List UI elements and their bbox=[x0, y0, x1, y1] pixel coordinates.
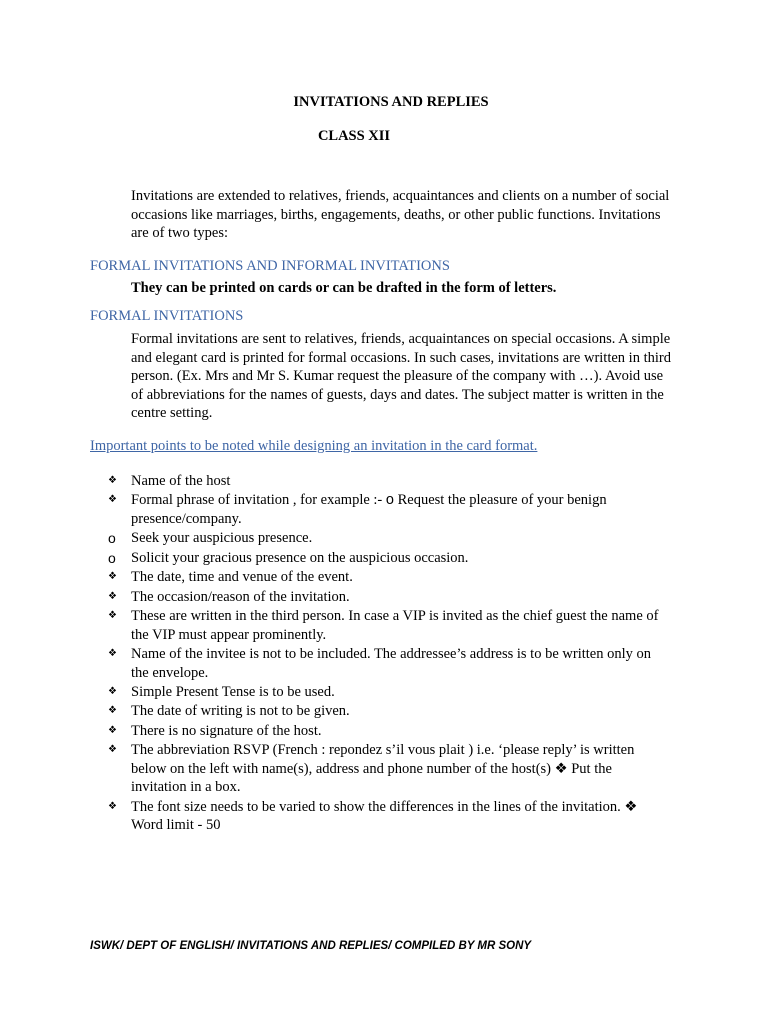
intro-paragraph: Invitations are extended to relatives, friends, acquaintances and clients on a number of social occasions like marriages, births, engagements, deaths, or other public functions. Invitations are of two types: bbox=[131, 188, 670, 241]
list-item bbox=[0, 568, 671, 587]
bullet-diamond-icon: ❖ bbox=[108, 571, 117, 583]
list-item-text: The date, time and venue of the event. bbox=[131, 569, 353, 586]
bullet-diamond-icon: ❖ bbox=[108, 590, 117, 602]
list-item-text: The font size needs to be varied to show the differences in the lines of the invitation. ❖ Word limit - 50 bbox=[131, 798, 638, 834]
bullet-circle-icon: o bbox=[108, 549, 116, 566]
list-item-text: The abbreviation RSVP (French : repondez s’il vous plait ) i.e. ‘please reply’ is written below on the left with name(s), address and phone number of the host(s) ❖ Put the invitation in a box. bbox=[131, 742, 635, 796]
list-item bbox=[0, 472, 671, 491]
list-item-text: Solicit your gracious presence on the auspicious occasion. bbox=[131, 549, 469, 566]
bullet-diamond-icon: ❖ bbox=[108, 494, 117, 506]
list-item-text: Name of the host bbox=[131, 473, 231, 489]
list-item bbox=[0, 741, 671, 797]
document-subtitle: CLASS XII bbox=[317, 128, 391, 144]
list-item bbox=[0, 607, 671, 644]
bullet-diamond-icon: ❖ bbox=[108, 800, 117, 812]
list-item-text: Formal phrase of invitation , for example :- bbox=[131, 492, 386, 509]
bullet-diamond-icon: ❖ bbox=[108, 705, 117, 717]
types-note: They can be printed on cards or can be drafted in the form of letters. bbox=[131, 280, 557, 296]
list-item bbox=[0, 529, 671, 548]
list-item-text: Seek your auspicious presence. bbox=[131, 530, 313, 547]
list-item-text: Simple Present Tense is to be used. bbox=[131, 683, 335, 700]
list-item-text: The date of writing is not to be given. bbox=[131, 703, 350, 720]
list-item-text: The occasion/reason of the invitation. bbox=[131, 588, 350, 605]
bullet-diamond-icon: ❖ bbox=[108, 724, 117, 736]
list-item bbox=[0, 798, 671, 835]
list-item bbox=[0, 491, 671, 528]
formal-heading: FORMAL INVITATIONS bbox=[90, 308, 244, 324]
list-item-text-after: Request the pleasure of your benign presence/company. bbox=[131, 492, 607, 527]
list-item-text: Name of the invitee is not to be included. The addressee’s address is to be written only on the envelope. bbox=[131, 645, 651, 681]
list-item-text: These are written in the third person. In case a VIP is invited as the chief guest the name of the VIP must appear prominently. bbox=[131, 607, 659, 643]
points-list bbox=[0, 472, 671, 836]
bullet-diamond-icon: ❖ bbox=[108, 609, 117, 621]
list-item bbox=[0, 588, 671, 607]
list-item bbox=[0, 702, 671, 721]
types-heading: FORMAL INVITATIONS AND INFORMAL INVITATIONS bbox=[90, 258, 450, 274]
bullet-diamond-icon: ❖ bbox=[108, 647, 117, 659]
formal-paragraph: Formal invitations are sent to relatives, friends, acquaintances on special occasions. A simple and elegant card is printed for formal occasions. In such cases, invitations are written in third person. (Ex. Mrs and Mr S. Kumar request the pleasure of the company with …). Avoid use of abbreviations for the names of guests, days and dates. The subject matter is written in the centre setting. bbox=[131, 331, 671, 421]
page-footer: ISWK/ DEPT OF ENGLISH/ INVITATIONS AND REPLIES/ COMPILED BY MR SONY bbox=[90, 940, 532, 952]
list-item bbox=[0, 645, 671, 682]
list-item bbox=[0, 683, 671, 702]
points-heading: Important points to be noted while designing an invitation in the card format. bbox=[90, 438, 538, 454]
list-item bbox=[0, 549, 671, 568]
document-title: INVITATIONS AND REPLIES bbox=[293, 94, 489, 110]
bullet-circle-icon: o bbox=[108, 530, 116, 547]
inline-circle-marker: o bbox=[385, 492, 394, 509]
bullet-diamond-icon: ❖ bbox=[108, 685, 117, 697]
bullet-diamond-icon: ❖ bbox=[108, 744, 117, 756]
list-item bbox=[0, 722, 671, 741]
list-item-text: There is no signature of the host. bbox=[131, 722, 322, 739]
bullet-diamond-icon: ❖ bbox=[108, 475, 117, 486]
